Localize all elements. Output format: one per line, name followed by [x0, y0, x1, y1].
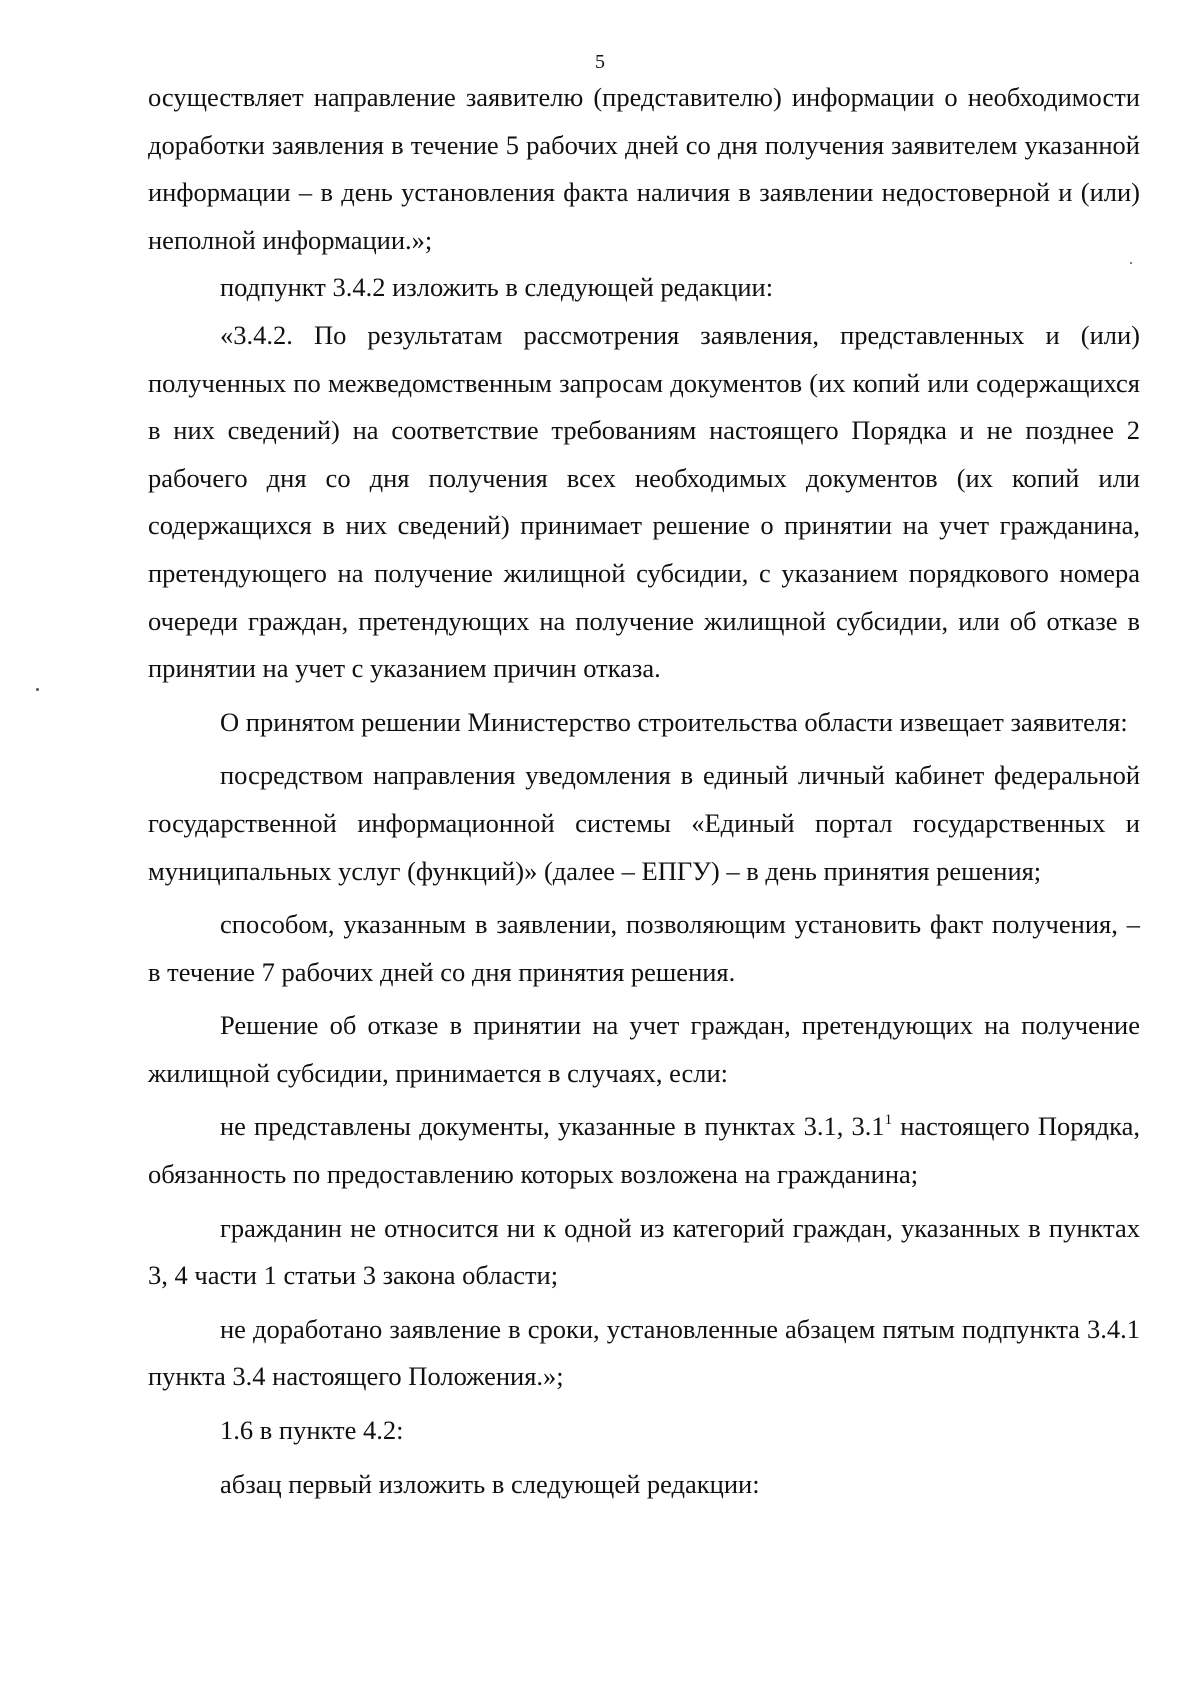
paragraph-refusal-deadline: не доработано заявление в сроки, установленные абзацем пятым подпункта 3.4.1 пункта 3.4 настоящего Положения.»;: [148, 1313, 1140, 1392]
document-body: [148, 74, 1140, 1508]
refusal-documents-text-start: не представлены документы, указанные в пунктах 3.1, 3.1: [220, 1111, 885, 1142]
paragraph-refusal-documents: [148, 1103, 1140, 1198]
paragraph-clause-3-4-2: «3.4.2. По результатам рассмотрения заявления, представленных и (или) полученных по межведомственным запросам документов (их копий или содержащихся в них сведений) на соответствие требованиям настоящего Порядка и не позднее 2 рабочего дня со дня получения всех необходимых документов (их копий или содержащихся в них сведений) принимает решение о принятии на учет гражданина, претендующего на получение жилищной субсидии, с указанием порядкового номера очереди граждан, претендующих на получение жилищной субсидии, или об отказе в принятии на учет с указанием причин отказа.: [148, 319, 1140, 684]
paragraph-subclause-intro: подпункт 3.4.2 изложить в следующей редакции:: [220, 272, 774, 303]
paragraph-notification-intro: О принятом решении Министерство строительства области извещает заявителя:: [220, 706, 1128, 737]
paragraph-refusal-intro: Решение об отказе в принятии на учет граждан, претендующих на получение жилищной субсидии, принимается в случаях, если:: [148, 1010, 1140, 1088]
paragraph-first-abzac: абзац первый изложить в следующей редакции:: [220, 1468, 760, 1499]
paragraph-refusal-category: гражданин не относится ни к одной из категорий граждан, указанных в пунктах 3, 4 части 1 статьи 3 закона области;: [148, 1212, 1140, 1291]
paragraph-epgu-notice: посредством направления уведомления в единый личный кабинет федеральной государственной информационной системы «Единый портал государственных и муниципальных услуг (функций)» (далее – ЕПГУ) – в день принятия решения;: [148, 760, 1140, 886]
scan-speck: [1130, 262, 1132, 264]
superscript-marker: 1: [884, 1112, 893, 1129]
page-number: 5: [595, 51, 605, 73]
paragraph-continuation: осуществляет направление заявителю (представителю) информации о необходимости доработки заявления в течение 5 рабочих дней со дня получения заявителем указанной информации – в день установления факта наличия в заявлении недостоверной и (или) неполной информации.»;: [148, 82, 1140, 255]
paragraph-item-1-6: 1.6 в пункте 4.2:: [220, 1415, 404, 1446]
paragraph-other-method: способом, указанным в заявлении, позволяющим установить факт получения, – в течение 7 рабочих дней со дня принятия решения.: [148, 909, 1140, 987]
scan-speck: [36, 688, 39, 691]
refusal-documents-text-end: настоящего Порядка, обязанность по предоставлению которых возложена на гражданина;: [148, 1111, 1140, 1190]
